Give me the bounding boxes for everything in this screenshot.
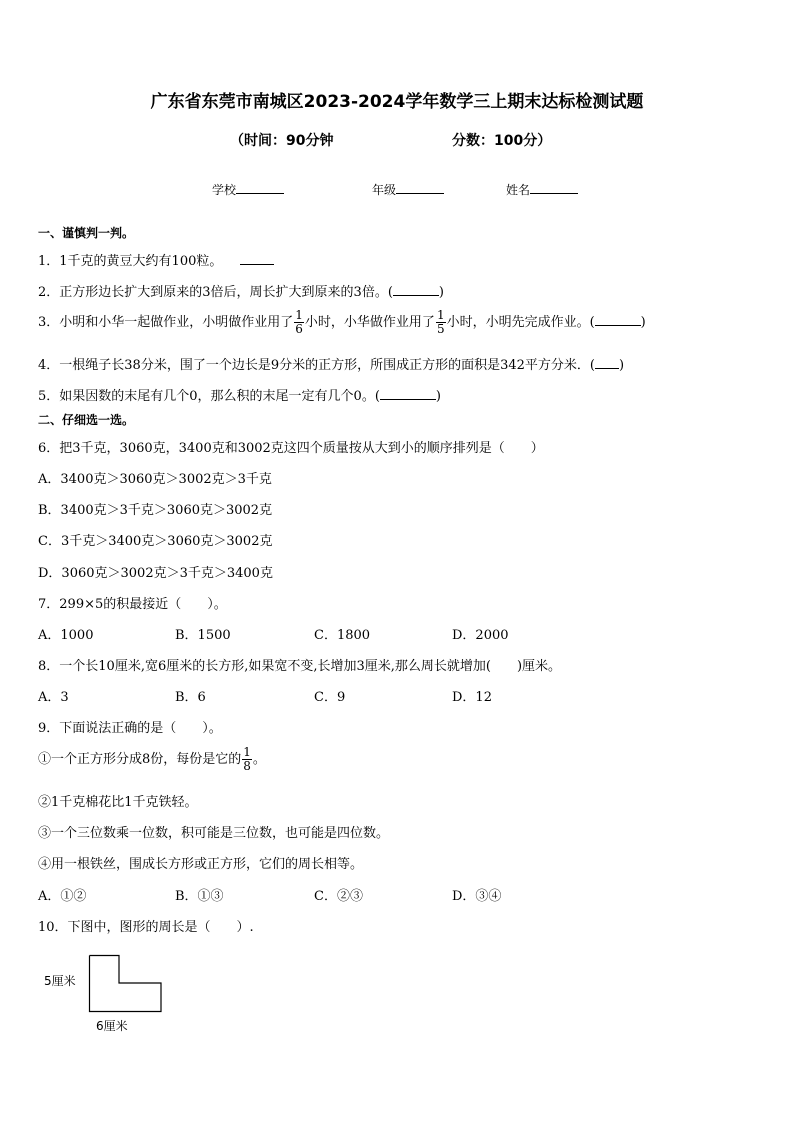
question-2 <box>38 281 444 300</box>
school-label: 学校 <box>212 183 237 197</box>
question-4-answer-blank[interactable] <box>595 356 619 369</box>
fraction-one-sixth: $\frac{1}{6}$ <box>295 308 303 336</box>
question-4-text: 4．一根绳子长38分米，围了一个边长是9分米的正方形，所围成正方形的面积是342平方分米．( <box>38 358 595 373</box>
question-7-option-d[interactable]: D．2000 <box>452 628 509 643</box>
question-3 <box>38 309 646 336</box>
question-9: 9．下面说法正确的是（ ）。 <box>38 721 222 736</box>
exam-time: （时间：90分钟 <box>230 133 334 149</box>
page-title: 广东省东莞市南城区2023-2024学年数学三上期末达标检测试题 <box>150 92 644 112</box>
question-5-paren: ) <box>435 389 441 404</box>
question-1 <box>38 250 274 269</box>
question-2-text: 2．正方形边长扩大到原来的3倍后，周长扩大到原来的3倍。( <box>38 285 393 300</box>
question-3-paren: ) <box>640 315 646 330</box>
name-label: 姓名 <box>506 183 531 197</box>
question-5-text: 5．如果因数的末尾有几个0，那么积的末尾一定有几个0。( <box>38 389 380 404</box>
school-blank[interactable] <box>236 181 284 194</box>
question-7-option-a[interactable]: A．1000 <box>38 628 94 643</box>
section-1-heading: 一、谨慎判一判。 <box>38 226 135 240</box>
question-7: 7．299×5的积最接近（ ）。 <box>38 597 227 612</box>
question-10: 10．下图中，图形的周长是（ ）. <box>38 920 254 935</box>
question-8-option-a[interactable]: A．3 <box>38 690 69 705</box>
statement-1-text: ①一个正方形分成8份，每份是它的 <box>38 752 242 767</box>
exam-score: 分数：100分） <box>452 133 552 149</box>
fraction-one-fifth: $\frac{1}{5}$ <box>436 308 445 336</box>
question-6-option-d[interactable]: D．3060克＞3002克＞3千克＞3400克 <box>38 566 273 581</box>
figure-height-label: 5厘米 <box>44 974 76 988</box>
question-5 <box>38 385 441 404</box>
question-7-option-b[interactable]: B．1500 <box>175 628 231 643</box>
question-8-option-b[interactable]: B．6 <box>175 690 206 705</box>
question-3-answer-blank[interactable] <box>595 313 641 326</box>
question-8-option-d[interactable]: D．12 <box>452 690 492 705</box>
l-shape-outline <box>90 956 162 1012</box>
question-9-option-a[interactable]: A．①② <box>38 889 87 904</box>
question-6-option-a[interactable]: A．3400克＞3060克＞3002克＞3千克 <box>38 472 272 487</box>
question-9-statement-4: ④用一根铁丝，围成长方形或正方形，它们的周长相等。 <box>38 857 364 872</box>
question-7-option-c[interactable]: C．1800 <box>314 628 371 643</box>
question-5-answer-blank[interactable] <box>380 387 436 400</box>
question-6-option-b[interactable]: B．3400克＞3千克＞3060克＞3002克 <box>38 503 273 518</box>
question-6-option-c[interactable]: C．3千克＞3400克＞3060克＞3002克 <box>38 534 273 549</box>
question-6: 6．把3千克，3060克，3400克和3002克这四个质量按从大到小的顺序排列是（ ） <box>38 441 544 456</box>
grade-blank[interactable] <box>396 181 444 194</box>
question-3-text-b: 小时，小华做作业用了 <box>304 315 435 330</box>
question-9-statement-1 <box>38 746 266 773</box>
question-9-statement-2: ②1千克棉花比1千克铁轻。 <box>38 795 198 810</box>
question-9-option-c[interactable]: C．②③ <box>314 889 363 904</box>
question-8: 8．一个长10厘米,宽6厘米的长方形,如果宽不变,长增加3厘米,那么周长就增加( )厘米。 <box>38 659 562 674</box>
grade-label: 年级 <box>372 183 397 197</box>
l-shape-figure <box>88 954 164 1014</box>
question-8-option-c[interactable]: C．9 <box>314 690 346 705</box>
name-blank[interactable] <box>530 181 578 194</box>
grade-field <box>372 181 444 198</box>
question-3-text-a: 3．小明和小华一起做作业，小明做作业用了 <box>38 315 294 330</box>
question-4 <box>38 354 624 373</box>
question-2-answer-blank[interactable] <box>393 283 439 296</box>
fraction-one-eighth: $\frac{1}{8}$ <box>243 745 251 773</box>
statement-1-end: 。 <box>252 752 266 767</box>
question-9-statement-3: ③一个三位数乘一位数，积可能是三位数，也可能是四位数。 <box>38 826 390 841</box>
question-1-answer-blank[interactable] <box>240 252 274 265</box>
question-4-paren: ) <box>618 358 625 373</box>
figure-width-label: 6厘米 <box>96 1019 128 1033</box>
question-3-text-c: 小时，小明先完成作业。( <box>446 315 595 330</box>
section-2-heading: 二、仔细选一选。 <box>38 413 135 427</box>
question-1-text: 1．1千克的黄豆大约有100粒。 <box>38 254 223 269</box>
question-2-paren: ) <box>438 285 444 300</box>
name-field <box>506 181 578 198</box>
question-9-option-d[interactable]: D．③④ <box>452 889 502 904</box>
question-9-option-b[interactable]: B．①③ <box>175 889 224 904</box>
school-field <box>212 181 284 198</box>
